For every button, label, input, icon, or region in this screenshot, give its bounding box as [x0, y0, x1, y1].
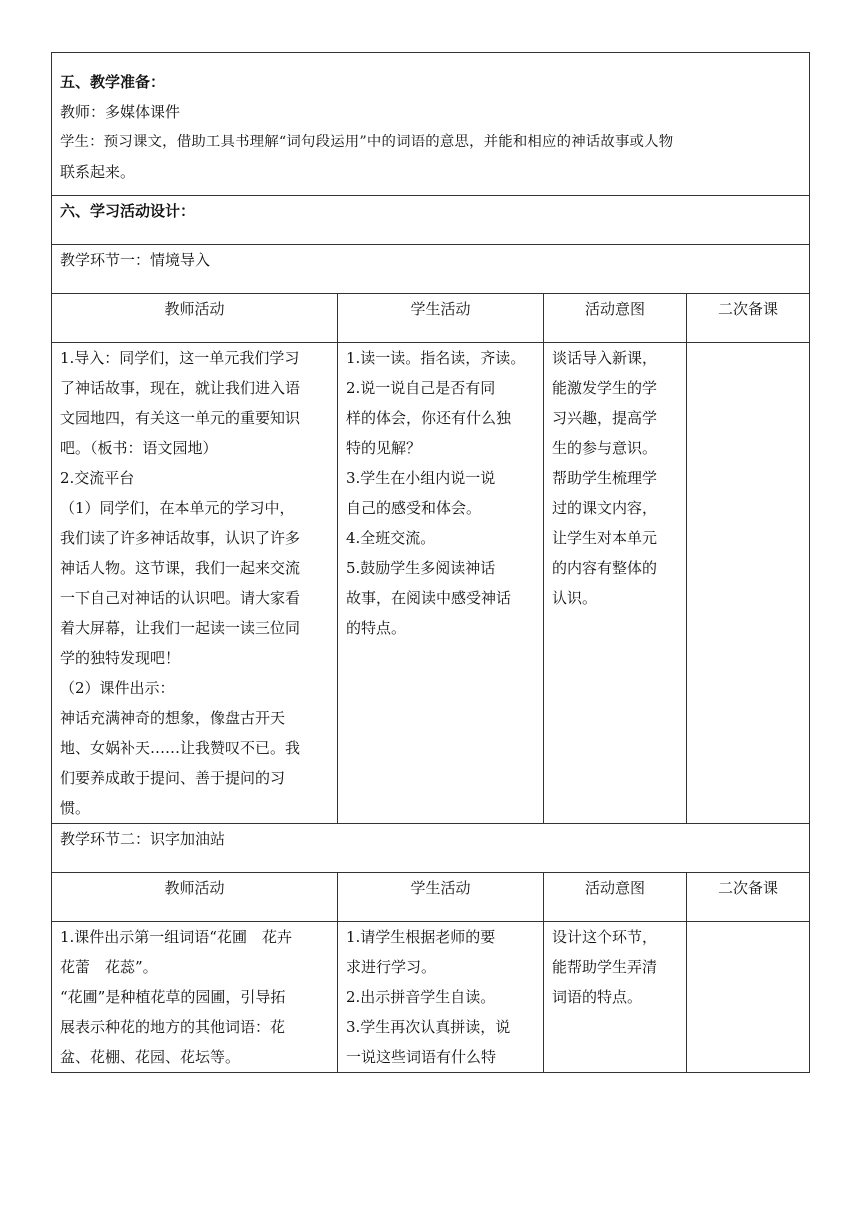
stage1-teacher-line: 一下自己对神话的认识吧。请大家看 [60, 589, 301, 607]
stage1-teacher-line: 惯。 [60, 799, 91, 817]
stage1-header-row [52, 294, 810, 343]
stage1-intent-line: 谈话导入新课， [552, 349, 658, 367]
stage2-teacher-line: “花圃”是种植花草的园圃，引导拓 [60, 988, 286, 1006]
stage1-teacher-line: 地、女娲补天……让我赞叹不已。我 [60, 739, 301, 757]
stage2-title-row [52, 824, 810, 873]
stage1-student-line: 的特点。 [346, 619, 407, 637]
stage1-intent-line: 习兴趣，提高学 [552, 409, 658, 427]
stage2-teacher-line: 盆、花棚、花园、花坛等。 [60, 1048, 241, 1066]
stage1-teacher-line: 了神话故事，现在，就让我们进入语 [60, 379, 301, 397]
stage1-student-cell [338, 343, 544, 824]
stage2-intent-line: 能帮助学生弄清 [552, 958, 658, 976]
stage1-teacher-line: 神话充满神奇的想象，像盘古开天 [60, 709, 286, 727]
prep-teacher: 教师：多媒体课件 [60, 103, 181, 121]
stage2-backup-cell [687, 922, 810, 1073]
prep-student-line1: 学生：预习课文，借助工具书理解“词句段运用”中的词语的意思，并能和相应的神话故事或人物 [60, 134, 674, 150]
stage2-student-line: 一说这些词语有什么特 [346, 1048, 497, 1066]
stage1-student-line: 样的体会，你还有什么独 [346, 409, 512, 427]
stage1-title: 教学环节一：情境导入 [52, 245, 810, 294]
header-intent-2: 活动意图 [544, 873, 687, 922]
stage1-student-line: 特的见解？ [346, 439, 422, 457]
stage1-student-line: 3.学生在小组内说一说 [346, 469, 496, 487]
prep-title: 五、教学准备： [60, 73, 166, 91]
header-teacher-2: 教师活动 [52, 873, 338, 922]
stage1-student-line: 1.读一读。指名读，齐读。 [346, 349, 526, 367]
design-title-row [52, 196, 810, 245]
header-backup: 二次备课 [687, 294, 810, 343]
stage2-content-row [52, 922, 810, 1073]
stage1-intent-line: 能激发学生的学 [552, 379, 658, 397]
stage2-teacher-cell [52, 922, 338, 1073]
stage1-teacher-line: （2）课件出示： [60, 679, 175, 697]
stage1-student-line: 4.全班交流。 [346, 529, 436, 547]
stage1-intent-line: 生的参与意识。 [552, 439, 658, 457]
header-teacher: 教师活动 [52, 294, 338, 343]
stage1-teacher-cell [52, 343, 338, 824]
stage1-intent-line: 的内容有整体的 [552, 559, 658, 577]
stage1-content-row [52, 343, 810, 824]
stage1-teacher-line: （1）同学们，在本单元的学习中， [60, 499, 295, 517]
stage2-student-line: 3.学生再次认真拼读，说 [346, 1018, 511, 1036]
stage1-teacher-line: 神话人物。这节课，我们一起来交流 [60, 559, 301, 577]
stage1-intent-line: 认识。 [552, 589, 598, 607]
lesson-plan-table [51, 52, 810, 1073]
header-backup-2: 二次备课 [687, 873, 810, 922]
stage1-teacher-line: 2.交流平台 [60, 469, 135, 487]
stage2-intent-cell [544, 922, 687, 1073]
design-title: 六、学习活动设计： [52, 196, 810, 245]
stage2-intent-line: 词语的特点。 [552, 988, 643, 1006]
stage1-teacher-line: 吧。（板书：语文园地） [60, 439, 218, 457]
stage1-intent-line: 过的课文内容， [552, 499, 658, 517]
stage1-intent-cell [544, 343, 687, 824]
stage1-student-line: 自己的感受和体会。 [346, 499, 482, 517]
stage1-teacher-line: 1.导入：同学们，这一单元我们学习 [60, 349, 300, 367]
stage1-backup-cell [687, 343, 810, 824]
header-student-2: 学生活动 [338, 873, 544, 922]
stage1-teacher-line: 们要养成敢于提问、善于提问的习 [60, 769, 286, 787]
stage1-student-line: 2.说一说自己是否有同 [346, 379, 496, 397]
header-intent: 活动意图 [544, 294, 687, 343]
stage1-intent-line: 帮助学生梳理学 [552, 469, 658, 487]
stage2-teacher-line: 展表示种花的地方的其他词语：花 [60, 1018, 286, 1036]
stage1-intent-line: 让学生对本单元 [552, 529, 658, 547]
header-student: 学生活动 [338, 294, 544, 343]
stage1-title-row [52, 245, 810, 294]
prep-student-line2: 联系起来。 [60, 163, 136, 181]
stage2-title: 教学环节二：识字加油站 [52, 824, 810, 873]
stage1-teacher-line: 文园地四，有关这一单元的重要知识 [60, 409, 301, 427]
prep-row [52, 53, 810, 196]
stage1-teacher-line: 着大屏幕，让我们一起读一读三位同 [60, 619, 301, 637]
stage2-teacher-line: 花蕾 花蕊”。 [60, 958, 158, 976]
stage2-student-cell [338, 922, 544, 1073]
stage1-teacher-line: 学的独特发现吧！ [60, 649, 181, 667]
stage1-student-line: 故事，在阅读中感受神话 [346, 589, 512, 607]
stage2-student-line: 求进行学习。 [346, 958, 437, 976]
stage2-intent-line: 设计这个环节， [552, 928, 658, 946]
stage2-student-line: 2.出示拼音学生自读。 [346, 988, 496, 1006]
stage1-teacher-line: 我们读了许多神话故事，认识了许多 [60, 529, 301, 547]
stage2-teacher-line: 1.课件出示第一组词语“花圃 花卉 [60, 928, 292, 946]
stage2-header-row [52, 873, 810, 922]
stage1-student-line: 5.鼓励学生多阅读神话 [346, 559, 496, 577]
stage2-student-line: 1.请学生根据老师的要 [346, 928, 496, 946]
